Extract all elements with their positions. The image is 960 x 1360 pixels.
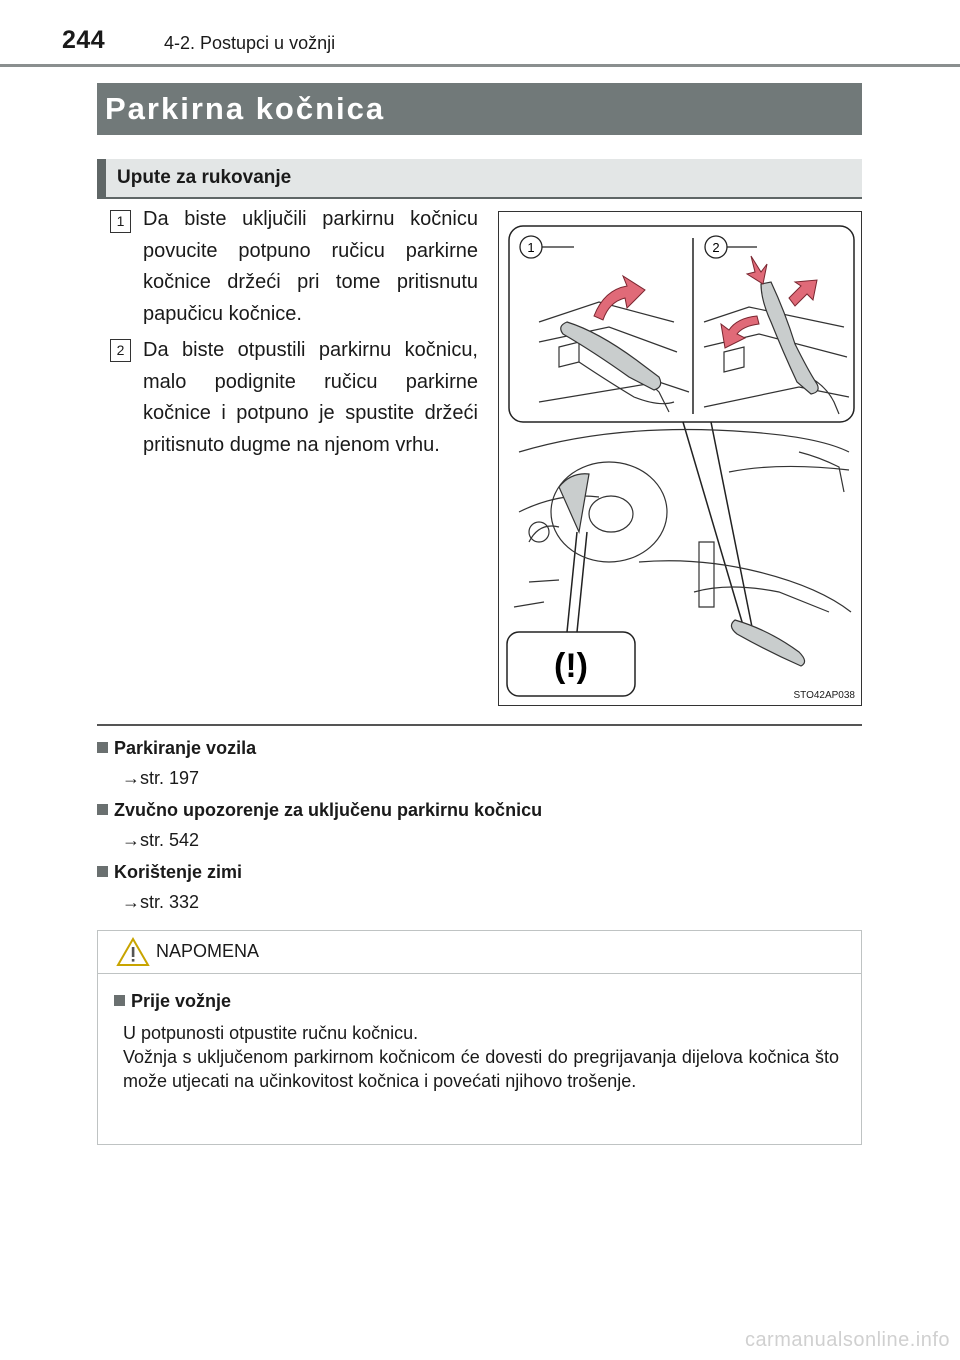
bullet-square-icon	[114, 995, 125, 1006]
lift-arrow	[789, 280, 817, 306]
note-3-ref: →str. 332	[122, 892, 200, 912]
inset-panel	[509, 226, 854, 422]
callout-2-label: 2	[712, 240, 720, 255]
button-press-arrow	[747, 256, 767, 284]
bullet-square-icon	[97, 866, 108, 877]
warning-box	[97, 930, 862, 1145]
brake-indicator-symbol: (!)	[554, 647, 588, 685]
brake-lever-1	[561, 322, 661, 390]
warning-title: NAPOMENA	[156, 941, 260, 961]
note-2-ref: →str. 542	[122, 830, 200, 850]
step-1-number: 1	[110, 210, 131, 233]
page-number: 244	[62, 26, 106, 54]
warning-text	[123, 1021, 839, 1093]
page-title: Parkirna kočnica	[97, 83, 862, 135]
section-marker	[97, 159, 106, 197]
warning-header	[98, 931, 861, 974]
step-2-text: Da biste otpustili parkirnu kočnicu, malo podignite ručicu parkirne kočnice i potpuno je spustite držeći pritisnuto dugme na njenom vrhu.	[143, 339, 478, 456]
bullet-square-icon	[97, 742, 108, 753]
step-2-number: 2	[110, 339, 131, 362]
callout-1-label: 1	[527, 240, 535, 255]
warning-subtitle	[114, 991, 231, 1012]
note-3-title-text: Korištenje zimi	[114, 862, 243, 882]
lower-arrow	[721, 316, 759, 348]
note-1-title-text: Parkiranje vozila	[114, 738, 257, 758]
section-header	[97, 159, 862, 199]
bullet-square-icon	[97, 804, 108, 815]
callout-2-badge	[705, 236, 757, 258]
note-2-title-text: Zvučno upozorenje za uključenu parkirnu kočnicu	[114, 800, 543, 820]
warning-line-2: Vožnja s uključenom parkirnom kočnicom će dovesti do pregrijavanja dijelova kočnica što može utjecati na učinkovitost kočnica i povećati njihovo trošenje.	[123, 1047, 839, 1091]
callout-1-badge	[520, 236, 574, 258]
warning-subtitle-text: Prije vožnje	[131, 991, 232, 1011]
pull-arrow	[594, 276, 645, 320]
header-rule	[0, 64, 960, 67]
step-1-text: Da biste uključili parkirnu kočnicu povucite potpuno ručicu parkirne kočnice držeći pri tome pritisnutu papučicu kočnice.	[143, 208, 478, 325]
note-3-title	[97, 862, 242, 883]
dashboard-illustration	[514, 430, 851, 613]
section-divider	[97, 724, 862, 726]
note-1-ref: →str. 197	[122, 768, 200, 788]
brake-indicator-box	[507, 632, 635, 696]
warning-line-1: U potpunosti otpustite ručnu kočnicu.	[123, 1023, 419, 1043]
figure-code: STO42AP038	[793, 690, 855, 701]
parking-brake-figure	[498, 211, 862, 706]
console-brake-lever	[731, 620, 804, 666]
note-1-title	[97, 738, 256, 759]
note-2-title	[97, 800, 542, 821]
chapter-title: 4-2. Postupci u vožnji	[164, 33, 336, 53]
watermark: carmanualsonline.info	[744, 1329, 950, 1351]
section-title: Upute za rukovanje	[117, 167, 292, 188]
warning-triangle-icon	[116, 937, 150, 972]
